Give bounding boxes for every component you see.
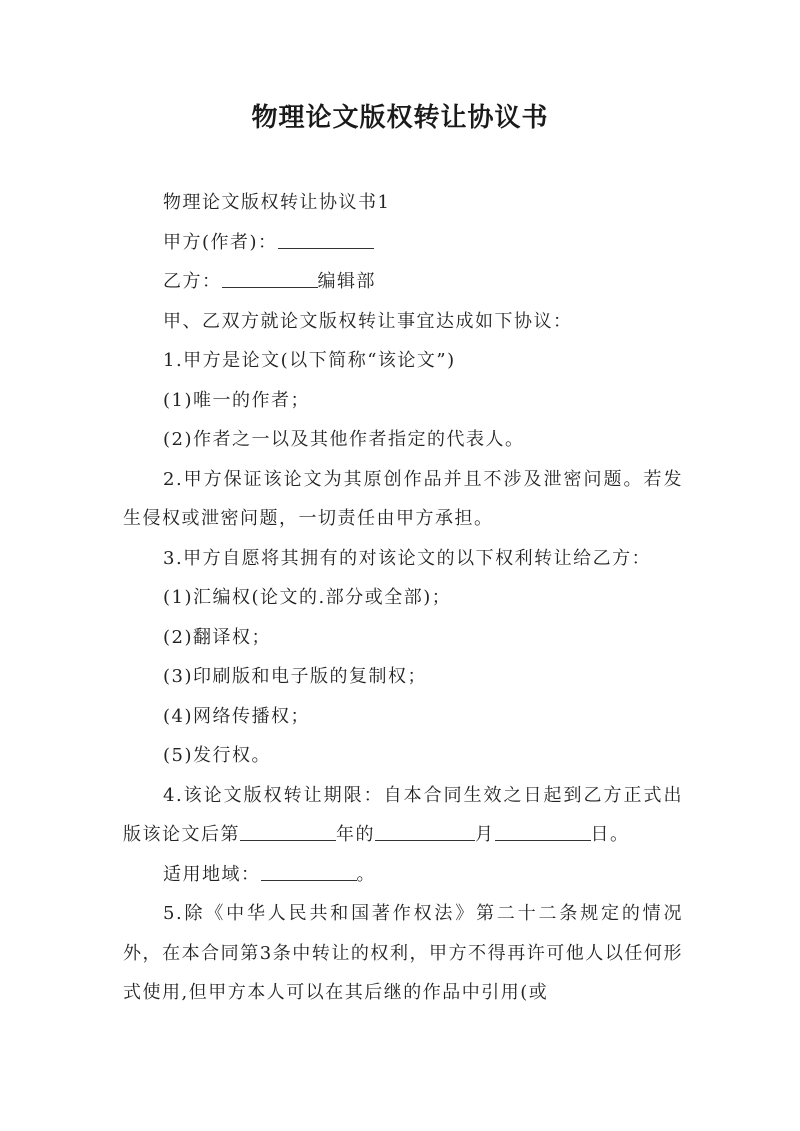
paragraph-clause-3-item-2 xyxy=(123,618,683,658)
page-title: 物理论文版权转让协议书 xyxy=(251,103,549,133)
document-body xyxy=(123,183,683,1013)
month-blank xyxy=(375,822,475,841)
region-label: 适用地域： xyxy=(163,863,261,885)
paragraph-party-b xyxy=(123,262,683,302)
month-suffix: 月 xyxy=(475,824,495,845)
paragraph-text: 4.该论文版权转让期限：自本合同生效之日起到乙方正式出版该论文后第 xyxy=(123,784,683,845)
paragraph-clause-3-item-3 xyxy=(123,657,683,697)
region-blank xyxy=(261,862,357,881)
paragraph-clause-5 xyxy=(123,894,683,1013)
paragraph-text: (1)唯一的作者； xyxy=(163,389,310,411)
paragraph-clause-1-item-1 xyxy=(123,381,683,421)
paragraph-party-a xyxy=(123,223,683,263)
paragraph-region xyxy=(123,855,683,895)
year-suffix: 年的 xyxy=(336,824,375,845)
party-b-label: 乙方： xyxy=(163,271,222,292)
day-blank xyxy=(495,822,591,841)
paragraph-agreement-intro xyxy=(123,302,683,342)
paragraph-text: (2)作者之一以及其他作者指定的代表人。 xyxy=(163,429,525,450)
paragraph-text: 甲、乙双方就论文版权转让事宜达成如下协议： xyxy=(163,310,573,332)
paragraph-text: (5)发行权。 xyxy=(163,745,271,766)
paragraph-clause-4 xyxy=(123,776,683,855)
paragraph-text: (1)汇编权(论文的.部分或全部)； xyxy=(163,587,452,608)
paragraph-clause-1-item-2 xyxy=(123,420,683,460)
region-suffix: 。 xyxy=(356,863,376,885)
year-blank xyxy=(240,822,336,841)
paragraph-clause-3-item-4 xyxy=(123,697,683,737)
paragraph-text: (2)翻译权； xyxy=(163,626,271,648)
party-b-blank xyxy=(222,269,318,288)
paragraph-text: (4)网络传播权； xyxy=(163,705,310,727)
paragraph-clause-1 xyxy=(123,341,683,381)
paragraph-subtitle xyxy=(123,183,683,223)
paragraph-clause-2 xyxy=(123,460,683,539)
day-suffix: 日。 xyxy=(590,824,630,845)
paragraph-text: 5.除《中华人民共和国著作权法》第二十二条规定的情况外，在本合同第3条中转让的权利，甲方不得再许可他人以任何形式使用,但甲方本人可以在其后继的作品中引用(或 xyxy=(123,903,683,1003)
paragraph-text: 物理论文版权转让协议书1 xyxy=(163,192,391,213)
paragraph-clause-3 xyxy=(123,539,683,579)
paragraph-clause-3-item-5 xyxy=(123,736,683,776)
paragraph-text: (3)印刷版和电子版的复制权； xyxy=(163,666,427,687)
party-a-blank xyxy=(278,230,374,249)
paragraph-text: 2.甲方保证该论文为其原创作品并且不涉及泄密问题。若发生侵权或泄密问题，一切责任由甲方承担。 xyxy=(123,468,683,529)
party-b-suffix: 编辑部 xyxy=(317,271,376,292)
paragraph-text: 3.甲方自愿将其拥有的对该论文的以下权利转让给乙方： xyxy=(163,547,652,569)
party-a-label: 甲方(作者)： xyxy=(163,231,278,253)
paragraph-clause-3-item-1 xyxy=(123,578,683,618)
paragraph-text: 1.甲方是论文(以下简称“该论文”) xyxy=(163,350,456,371)
